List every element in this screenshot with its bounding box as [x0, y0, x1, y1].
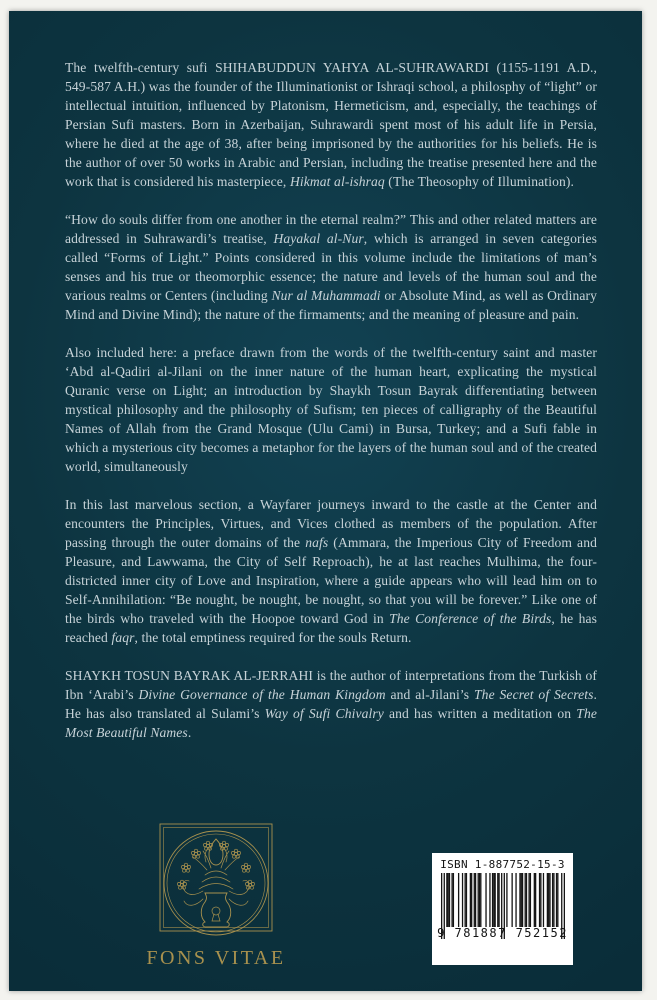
back-cover-text: [65, 58, 597, 761]
publisher-logo: [116, 823, 316, 970]
paragraph-treatise: “How do souls differ from one another in the eternal realm?” This and other related matters are addressed in Suhrawardi’s treatise, Hayakal al-Nur, which is arranged in seven categories called “Forms of Light.” Points considered in this volume include the limitations of man’s senses and his true or theomorphic essence; the nature and levels of the human soul and the various realms or Centers (including Nur al Muhammadi or Absolute Mind, as well as Ordinary Mind and Divine Mind); the nature of the firmaments; and the meaning of pleasure and pain.: [65, 212, 598, 322]
paragraph-translator-bio: SHAYKH TOSUN BAYRAK AL-JERRAHI is the author of interpretations from the Turkish of Ibn ‘Arabi’s Divine Governance of the Human Kingdom and al-Jilani’s The Secret of Secrets. He has also translated al Sulami’s Way of Sufi Chivalry and has written a meditation on The Most Beautiful Names.: [65, 668, 597, 740]
paragraph-contents: Also included here: a preface drawn from the words of the twelfth-century saint and master ‘Abd al-Qadiri al-Jilani on the inner nature of the human heart, explicating the mystical Quranic verse on Light; an introduction by Shaykh Tosun Bayrak differentiating between mystical philosophy and the philosophy of Sufism; ten pieces of calligraphy of the Beautiful Names of Allah from the Grand Mosque (Ulu Cami) in Bursa, Turkey; and a Sufi fable in which a mysterious city becomes a metaphor for the layers of the human soul and of the created world, simultaneously: [65, 345, 597, 474]
barcode-digits: 9 781887 752152: [437, 926, 568, 940]
isbn-label: ISBN 1-887752-15-3: [440, 858, 565, 871]
publisher-name: FONS VITAE: [146, 947, 286, 969]
paragraph-final-section: In this last marvelous section, a Wayfarer journeys inward to the castle at the Center and encounters the Principles, Virtues, and Vices clothed as members of the population. After passing through the outer domains of the nafs (Ammara, the Imperious City of Freedom and Pleasure, and Lawwama, the City of Self Reproach), he at last reaches Mulhima, the four-districted inner city of Love and Inspiration, where a guide appears who will lead him on to Self-Annihilation: “Be nought, be nought, be nought, so that you will be forever.” Like one of the birds who traveled with the Hoopoe toward God in The Conference of the Birds, he has reached faqr, the total emptiness required for the souls Return.: [65, 497, 597, 645]
back-cover: [9, 11, 642, 991]
barcode: [432, 853, 573, 965]
paragraph-author-bio: The twelfth-century sufi SHIHABUDDUN YAHYA AL-SUHRAWARDI (1155-1191 A.D., 549-587 A.H.) was the founder of the Illuminationist or Ishraqi school, a philosphy of “light” or intellectual intuition, influenced by Platonism, Hermeticism, and, especially, the teachings of Persian Sufi masters. Born in Azerbaijan, Suhrawardi spent most of his adult life in Persia, where he died at the age of 38, after being imprisoned by the authorities for his beliefs. He is the author of over 50 works in Arabic and Persian, including the treatise presented here and the work that is considered his masterpiece, Hikmat al-ishraq (The Theosophy of Illumination).: [65, 60, 597, 189]
fons-vitae-emblem-icon: [159, 823, 273, 945]
